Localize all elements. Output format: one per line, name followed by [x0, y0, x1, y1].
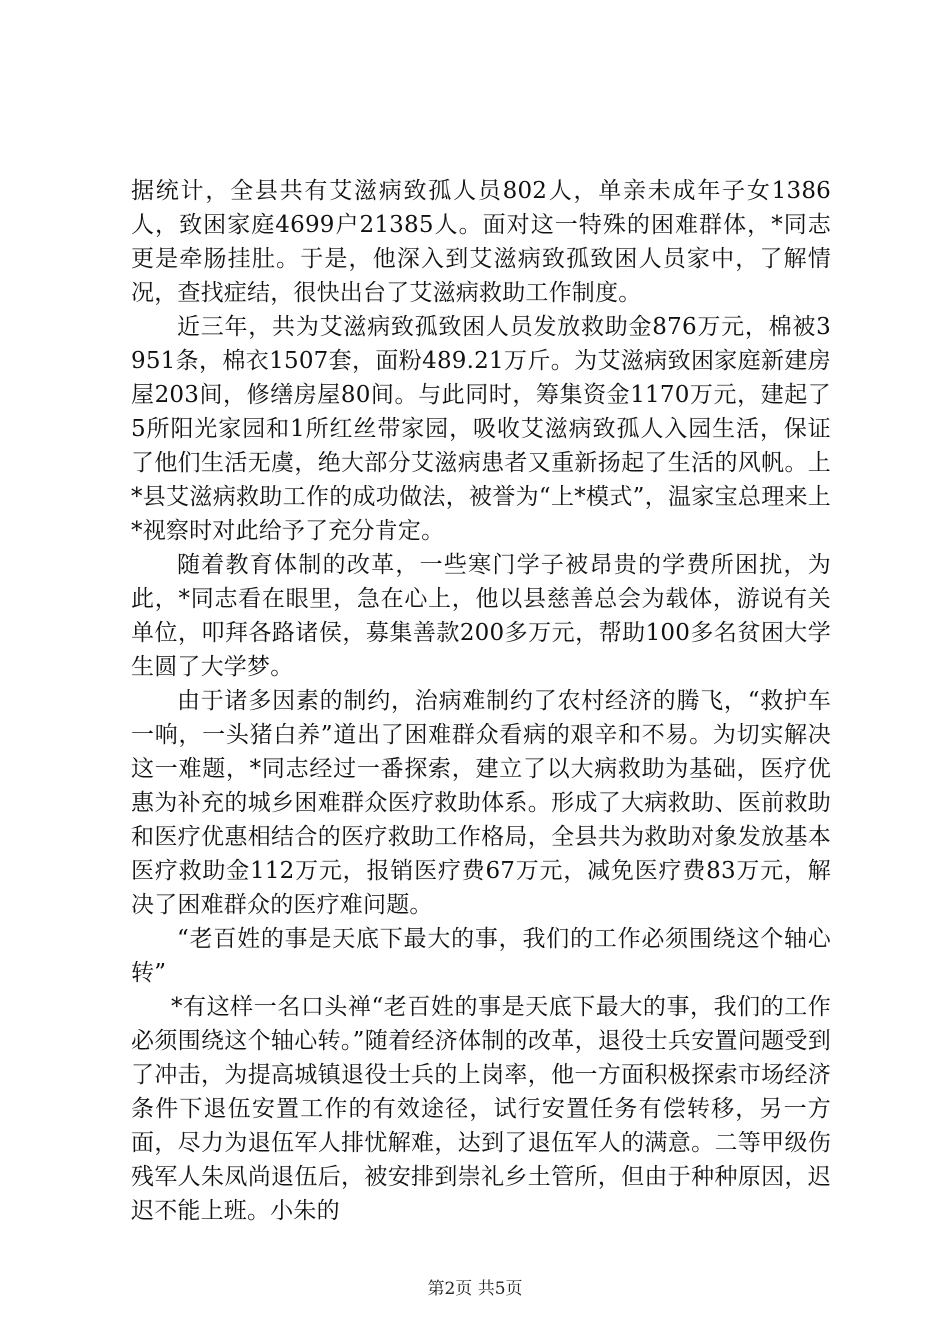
paragraph-statistics: 据统计，全县共有艾滋病致孤人员802人，单亲未成年子女1386人，致困家庭4699户21385人。面对这一特殊的困难群体，*同志更是牵肠挂肚。于是，他深入到艾滋病致孤致困人员家中，了解情况，查找症结，很快出台了艾滋病救助工作制度。	[131, 178, 831, 306]
page-footer: 第2页 共5页	[427, 1279, 523, 1299]
paragraph-aid-figures: 近三年，共为艾滋病致孤致困人员发放救助金876万元，棉被3951条，棉衣1507套，面粉489.21万斤。为艾滋病致困家庭新建房屋203间，修缮房屋80间。与此同时，筹集资金1170万元，建起了5所阳光家园和1所红丝带家园，吸收艾滋病致孤人入园生活，保证了他们生活无虞，绝大部分艾滋病患者又重新扬起了生活的风帆。上*县艾滋病救助工作的成功做法，被誉为“上*模式”，温家宝总理来上*视察时对此给予了充分肯定。	[131, 314, 831, 544]
paragraph-veterans: *有这样一名口头禅“老百姓的事是天底下最大的事，我们的工作必须围绕这个轴心转。”随着经济体制的改革，退役士兵安置问题受到了冲击，为提高城镇退役士兵的上岗率，他一方面积极探索市场经济条件下退伍安置工作的有效途径，试行安置任务有偿转移，另一方面，尽力为退伍军人排忧解难，达到了退伍军人的满意。二等甲级伤残军人朱凤尚退伍后，被安排到崇礼乡土管所，但由于种种原因，迟迟不能上班。小朱的	[131, 994, 831, 1224]
section-heading-quote: “老百姓的事是天底下最大的事，我们的工作必须围绕这个轴心转”	[131, 926, 831, 986]
paragraph-education: 随着教育体制的改革，一些寒门学子被昂贵的学费所困扰，为此，*同志看在眼里，急在心上，他以县慈善总会为载体，游说有关单位，叩拜各路诸侯，募集善款200多万元，帮助100多名贫困大学生圆了大学梦。	[131, 552, 831, 680]
document-body	[131, 174, 831, 1228]
paragraph-medical-aid: 由于诸多因素的制约，治病难制约了农村经济的腾飞，“救护车一响，一头猪白养”道出了困难群众看病的艰辛和不易。为切实解决这一难题，*同志经过一番探索，建立了以大病救助为基础，医疗优惠为补充的城乡困难群众医疗救助体系。形成了大病救助、医前救助和医疗优惠相结合的医疗救助工作格局，全县共为救助对象发放基本医疗救助金112万元，报销医疗费67万元，减免医疗费83万元，解决了困难群众的医疗难问题。	[131, 688, 831, 918]
